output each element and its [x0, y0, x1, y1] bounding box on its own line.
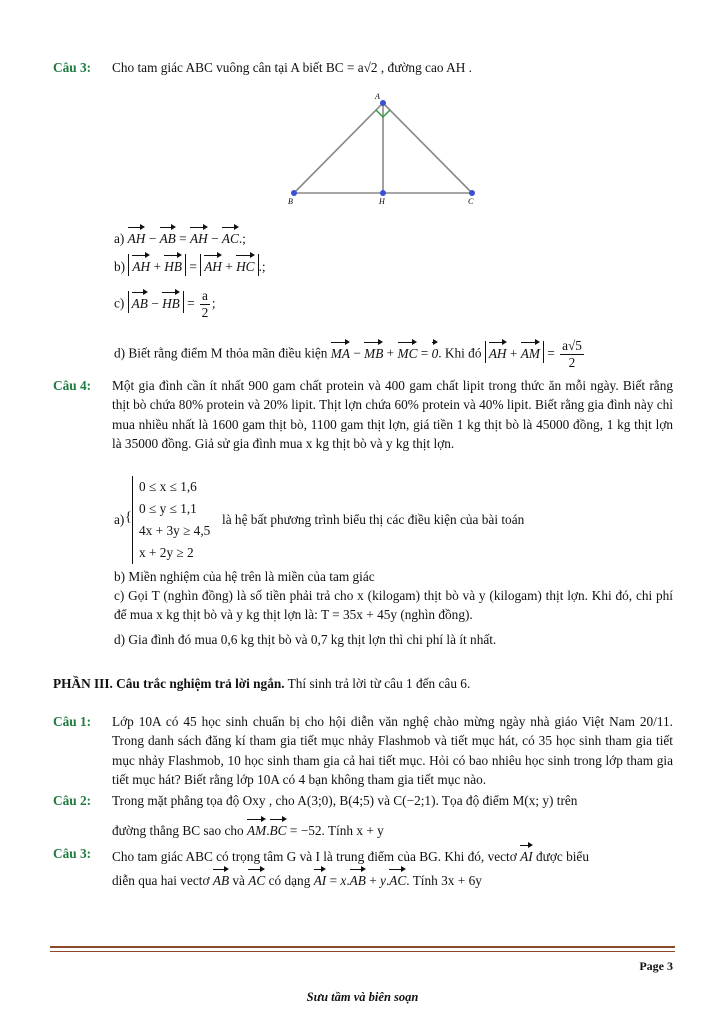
short-question-3-line2: diễn qua hai vectơ AB và AC có dạng AI = x.AB + y.AC. Tính 3x + 6y — [112, 868, 482, 890]
label-b: B — [288, 197, 293, 206]
side-ac — [383, 103, 472, 193]
part-3-heading: PHẦN III. Câu trắc nghiệm trả lời ngắn. Thí sinh trả lời từ câu 1 đến câu 6. — [53, 676, 471, 691]
point-c — [469, 190, 475, 196]
inequality-1: 0 ≤ x ≤ 1,6 — [139, 479, 197, 494]
triangle-diagram — [280, 90, 490, 210]
short-question-2-line1: Trong mặt phẳng tọa độ Oxy , cho A(3;0), B(4;5) và C(−2;1). Tọa độ điểm M(x; y) trên — [112, 793, 578, 808]
point-b — [291, 190, 297, 196]
question-4-label: Câu 4: — [53, 378, 92, 393]
inequality-3: 4x + 3y ≥ 4,5 — [139, 523, 211, 538]
q4-d-text: d) Gia đình đó mua 0,6 kg thịt bò và 0,7 kg thịt lợn thì chi phí là ít nhất. — [114, 632, 497, 647]
label-a: A — [375, 92, 380, 101]
question-3-label: Câu 3: — [53, 60, 92, 75]
statement-d: d) Biết rằng điểm M thỏa mãn điều kiện MA − MB + MC = 0. Khi đó AH + AM = $\frac{a√5}{2}$ — [114, 338, 582, 370]
statement-b: b) AH + HB = AH + HC .; — [114, 254, 266, 276]
point-a — [380, 100, 386, 106]
label-c: C — [468, 197, 474, 206]
q4-a-text: là hệ bất phương trình biểu thị các điều kiện của bài toán — [222, 512, 525, 527]
page-number: Page 3 — [639, 959, 673, 973]
short-question-1-body: Lớp 10A có 45 học sinh chuẩn bị cho hội diễn văn nghệ chào mừng ngày nhà giáo Việt Nam 20/11. Trong danh sách đăng kí tham gia tiết mục nhảy Flashmob và tiết mục hát, có 35 học sinh tham gia tiết mục nhảy Flashmob, 10 học sinh tham gia cả hai tiết mục. Hỏi có bao nhiêu học sinh trong lớp tham gia tiết mục hát? Biết rằng lớp 10A có 4 bạn không tham gia tiết mục nào. — [112, 714, 673, 787]
label-h: H — [379, 197, 385, 206]
question-4-body: Một gia đình cần ít nhất 900 gam chất protein và 400 gam chất lipit trong thức ăn mỗi ngày. Biết rằng thịt bò chứa 80% protein và 20% lipit. Thịt lợn chứa 60% protein và 40% lipit. Biết rằng gia đình này chỉ mua nhiều nhất là 1600 gam thịt bò, 1100 gam thịt lợn, giá tiền 1 kg thịt bò là 45000 đồng, 1 kg thịt lợn là 35000 đồng. Giả sử gia đình mua x kg thịt bò và y kg thịt lợn. — [112, 378, 673, 451]
short-question-3-label: Câu 3: — [53, 846, 92, 861]
point-h — [380, 190, 386, 196]
inequality-4: x + 2y ≥ 2 — [139, 545, 194, 560]
footer-credit: Sưu tầm và biên soạn — [306, 990, 419, 1004]
footer-rule-thick — [50, 946, 675, 948]
side-ab — [294, 103, 383, 193]
system-brace: { — [125, 510, 132, 525]
short-question-1-label: Câu 1: — [53, 714, 92, 729]
q4-c-text: c) Gọi T (nghìn đồng) là số tiền phải trả cho x (kilogam) thịt bò và y (kilogam) thịt lợn. Khi đó, chi phí để mua x kg thịt bò và y kg thịt lợn là: T = 35x + 45y (nghìn đồng). — [114, 588, 673, 623]
short-question-3-line1: Cho tam giác ABC có trọng tâm G và I là trung điểm của BG. Khi đó, vectơ AI được biểu — [112, 844, 589, 866]
inequality-system — [132, 476, 210, 564]
question-3-intro: Cho tam giác ABC vuông cân tại A biết BC = a√2 , đường cao AH . — [112, 60, 472, 75]
short-question-2-label: Câu 2: — [53, 793, 92, 808]
statement-c: c) AB − HB = $\frac{a}{2}$ ; — [114, 288, 216, 320]
inequality-2: 0 ≤ y ≤ 1,1 — [139, 501, 197, 516]
q4-b-text: b) Miền nghiệm của hệ trên là miền của tam giác — [114, 569, 375, 584]
q4-a-prefix: a) — [114, 512, 125, 527]
footer-rule-thin — [50, 951, 675, 952]
statement-a: a) AH − AB = AH − AC.; — [114, 226, 246, 248]
short-question-2-line2: đường thẳng BC sao cho AM.BC = −52. Tính x + y — [112, 818, 384, 840]
